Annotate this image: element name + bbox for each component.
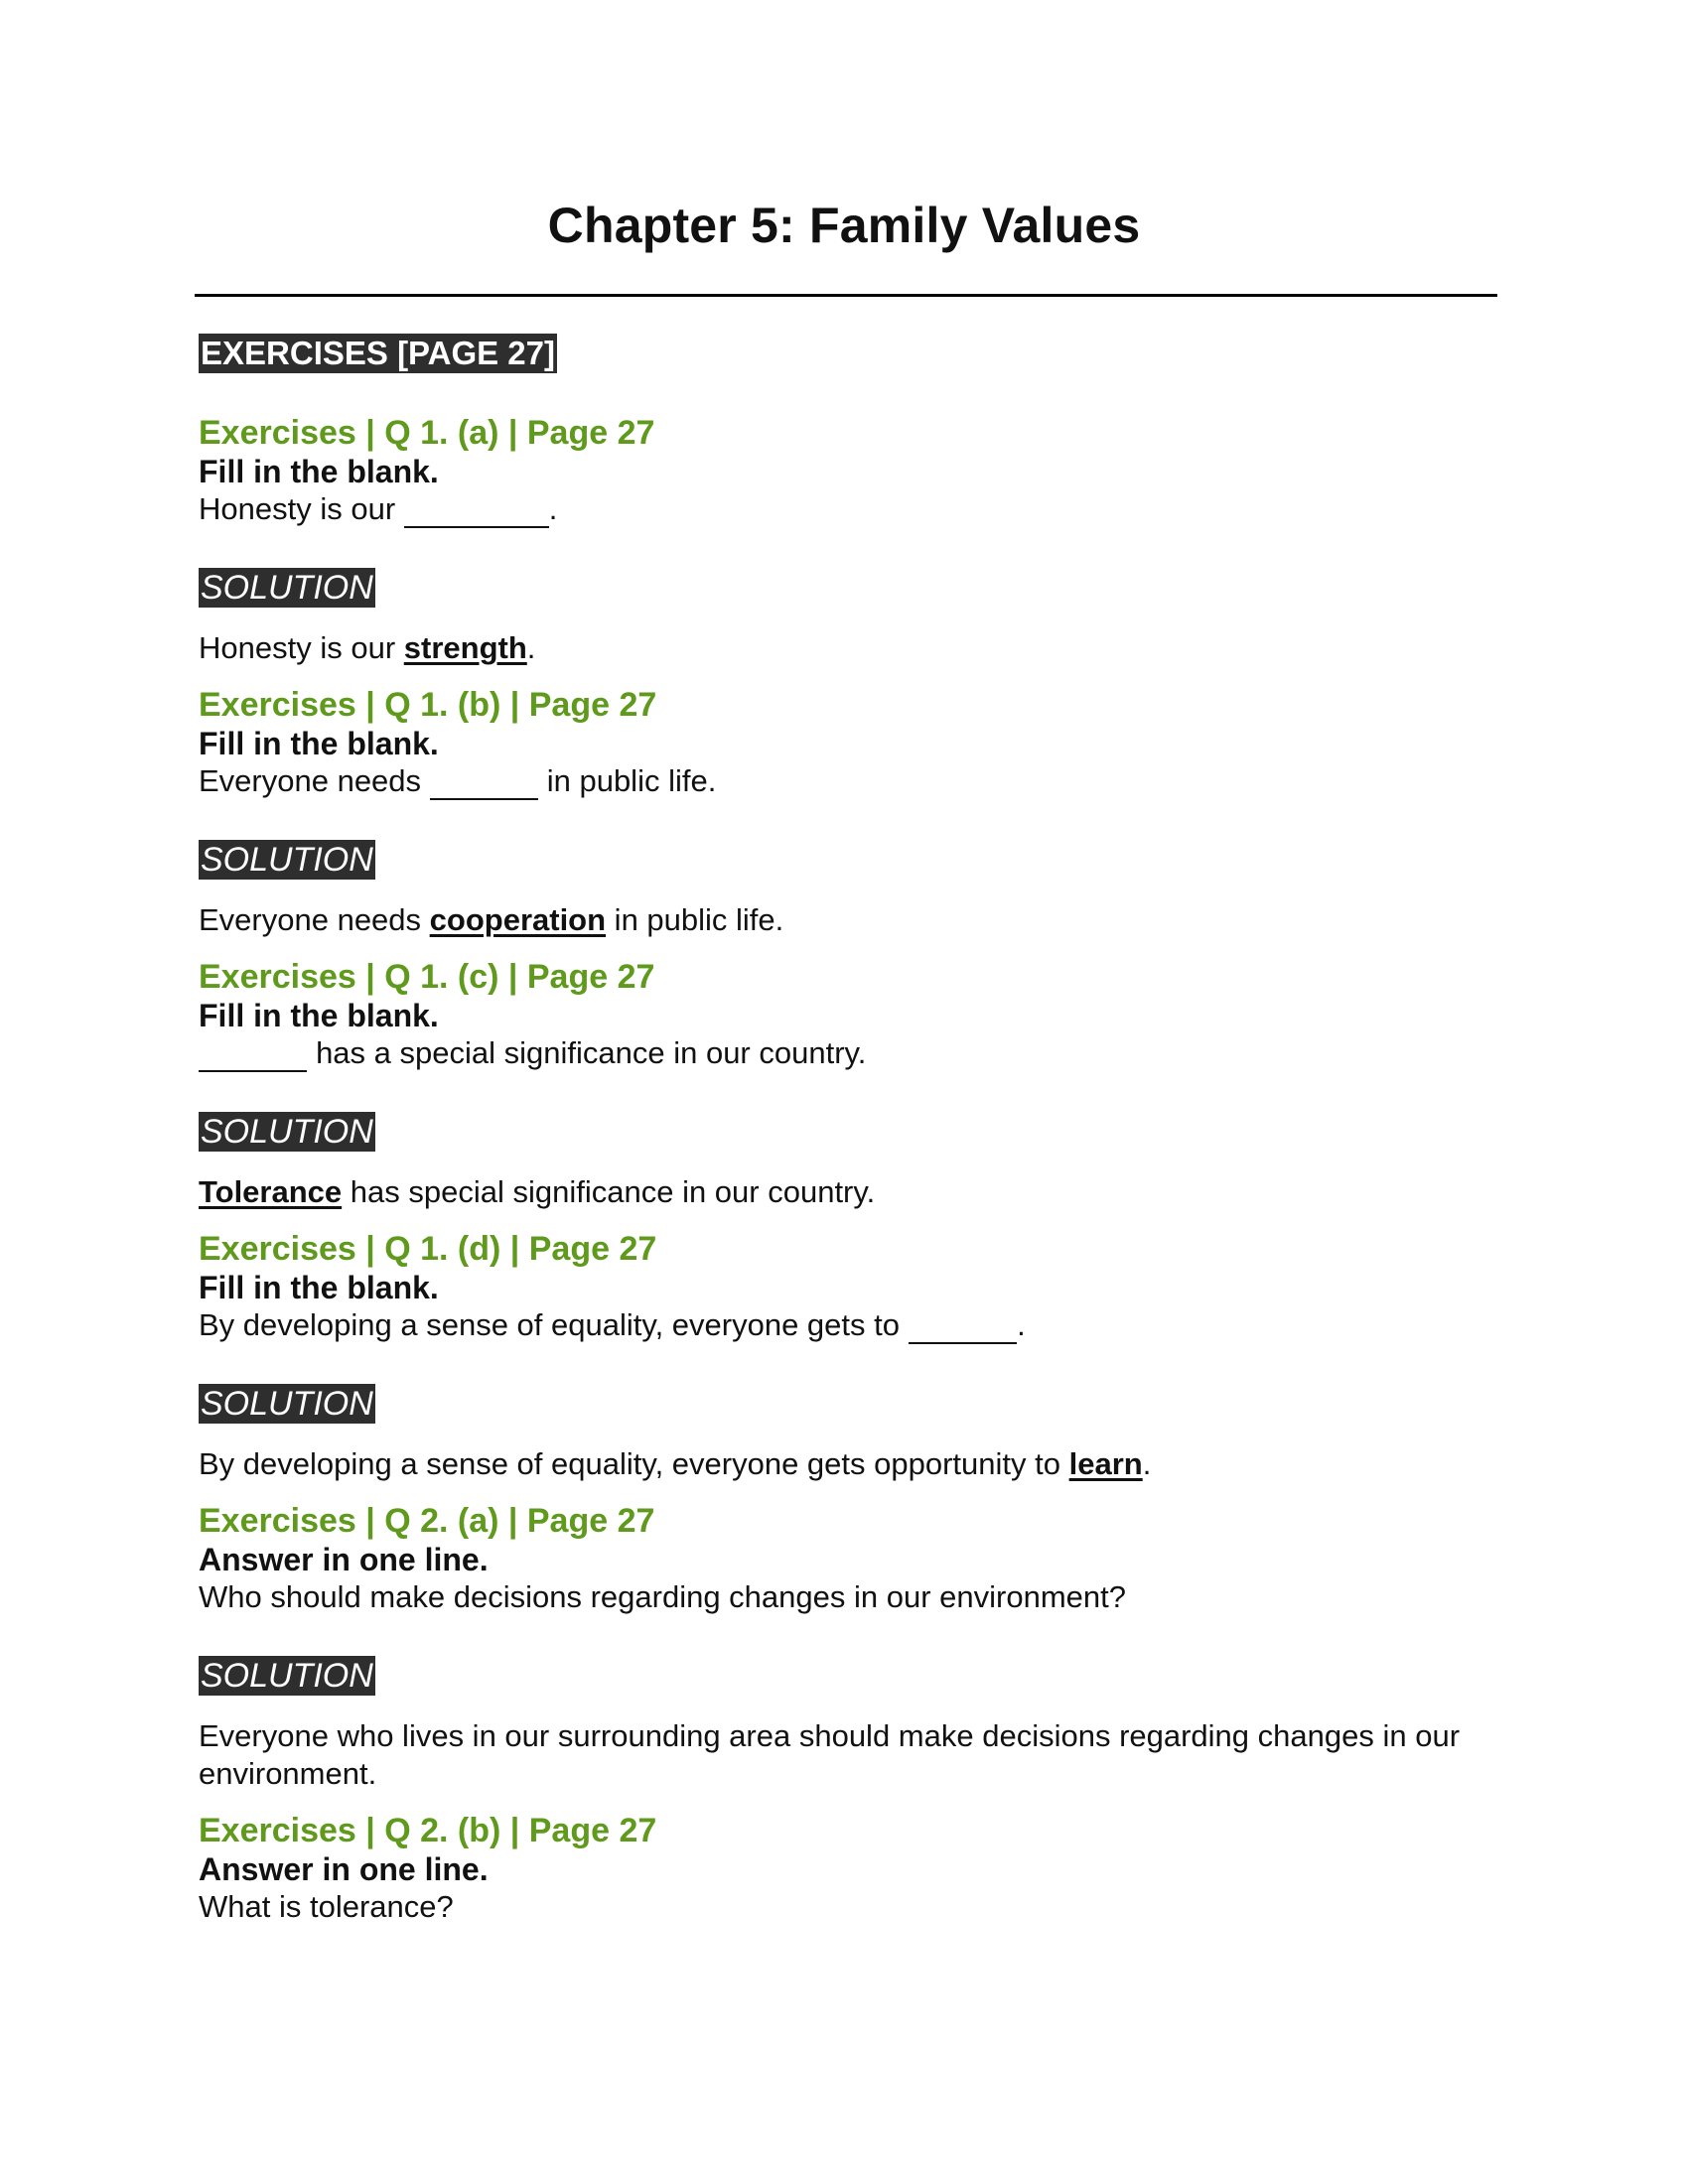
solution-label: SOLUTION [201,841,373,879]
question-heading: Exercises | Q 1. (a) | Page 27 [199,414,655,452]
question-heading: Exercises | Q 2. (b) | Page 27 [199,1812,657,1849]
question-text-start: Everyone needs [199,763,430,798]
question-text-start: What is tolerance? [199,1889,454,1924]
question-block [199,413,1489,685]
exercises-banner: EXERCISES [PAGE 27] [201,335,555,371]
question-instruction: Fill in the blank. [199,998,439,1033]
question-list [199,413,1489,1926]
solution-text-end: has special significance in our country. [342,1174,876,1209]
question-instruction: Answer in one line. [199,1851,489,1887]
question-text-end: . [1017,1307,1026,1342]
question-block [199,685,1489,957]
question-block [199,1501,1489,1811]
question-heading: Exercises | Q 1. (d) | Page 27 [199,1230,657,1268]
solution-text [199,1445,1489,1483]
question-text-start: By developing a sense of equality, everyone gets to [199,1307,909,1342]
solution-text-end: in public life. [606,902,784,937]
solution-label: SOLUTION [201,1657,373,1695]
question-heading: Exercises | Q 1. (b) | Page 27 [199,686,657,724]
question-text [199,490,1489,528]
solution-text [199,1717,1489,1793]
question-text [199,1578,1489,1616]
answer-word: Tolerance [199,1174,343,1209]
question-instruction: Answer in one line. [199,1542,489,1577]
solution-text-end: . [1142,1446,1152,1481]
solution-text-start: Honesty is our [199,630,404,665]
question-text-end: . [548,491,558,526]
page-title: Chapter 5: Family Values [547,198,1141,253]
question-instruction: Fill in the blank. [199,454,439,489]
question-text-end: has a special significance in our country. [307,1035,867,1070]
solution-text [199,1173,1489,1211]
question-text [199,762,1489,800]
question-block [199,957,1489,1229]
question-block [199,1811,1489,1926]
question-heading: Exercises | Q 2. (a) | Page 27 [199,1502,655,1540]
answer-blank [430,763,538,800]
question-heading: Exercises | Q 1. (c) | Page 27 [199,958,655,996]
answer-blank [199,1035,307,1072]
question-instruction: Fill in the blank. [199,726,439,761]
answer-word: learn [1068,1446,1143,1481]
exercise-content [199,334,1489,1926]
solution-text [199,629,1489,667]
solution-text-start: Everyone who lives in our surrounding area should make decisions regarding changes in our environment. [199,1718,1461,1791]
question-text-start: Who should make decisions regarding changes in our environment? [199,1579,1126,1614]
title-divider [195,294,1497,297]
solution-text-start: Everyone needs [199,902,430,937]
question-text [199,1306,1489,1344]
solution-label: SOLUTION [201,1113,373,1151]
question-instruction: Fill in the blank. [199,1270,439,1305]
question-text [199,1888,1489,1926]
solution-text-end: . [526,630,536,665]
answer-word: strength [403,630,527,665]
answer-word: cooperation [429,902,607,937]
solution-label: SOLUTION [201,569,373,607]
question-text-end: in public life. [538,763,717,798]
question-text [199,1034,1489,1072]
solution-label: SOLUTION [201,1385,373,1423]
solution-text [199,901,1489,939]
answer-blank [909,1307,1017,1344]
answer-blank [404,491,549,528]
solution-text-start: By developing a sense of equality, everyone gets opportunity to [199,1446,1069,1481]
question-text-start: Honesty is our [199,491,404,526]
question-block [199,1229,1489,1501]
